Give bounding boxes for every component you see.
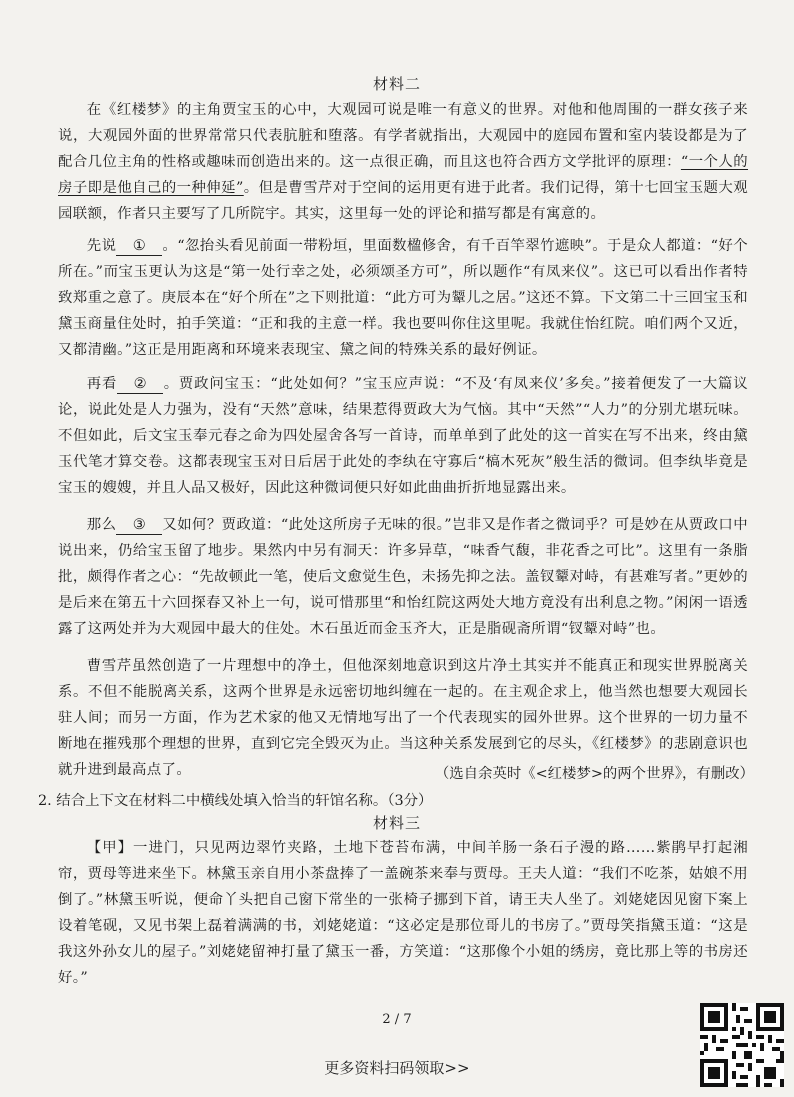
material2-title: 材料二: [372, 75, 421, 93]
material3-paragraph-1: 【甲】一进门，只见两边翠竹夹路，土地下苍苔布满，中间羊肠一条石子漫的路……紫鹃早打起湘帘，贾母等进来坐下。林黛玉亲自用小茶盘捧了一盖碗茶来奉与贾母。王夫人道：“我们不吃茶，姑娘不用倒了。”林黛玉听说，便命丫头把自己窗下常坐的一张椅子挪到下首，请王夫人坐了。刘姥姥因见窗下案上设着笔砚，又见书架上磊着满满的书，刘姥姥道：“这必定是那位哥儿的书房了。”贾母笑指黛玉道：“这是我这外孙女儿的屋子。”刘姥姥留神打量了黛玉一番，方笑道：“这那像个小姐的绣房，竟比那上等的书房还好。”: [58, 840, 748, 986]
material2-paragraph-1: [58, 97, 748, 227]
material2-paragraph-3: [58, 371, 748, 501]
material2-source: （选自余英时《<红楼梦>的两个世界》，有删改）: [434, 766, 754, 782]
material2-paragraph-2: [58, 233, 748, 363]
blank-2: ②: [117, 375, 163, 394]
material2-paragraph-5: 曹雪芹虽然创造了一片理想中的净土，但他深刻地意识到这片净土其实并不能真正和现实世界脱离关系。不但不能脱离关系，这两个世界是永远密切地纠缠在一起的。在主观企求上，他当然也想要大观园长驻人间；而另一方面，作为艺术家的他又无情地写出了一个代表现实的园外世界。这个世界的一切力量不断地在摧残那个理想的世界，直到它完全毁灭为止。当这种关系发展到它的尽头，《红楼梦》的悲剧意识也就升进到最高点了。: [58, 658, 748, 778]
material3-title: 材料三: [372, 814, 421, 832]
material2-paragraph-4: [58, 512, 748, 642]
text: 再看: [86, 376, 118, 392]
text: 。但是曹雪芹对于空间的运用更有进于此者。我们记得，第十七回宝玉题大观园联额，作者只主要写了几所院宇。其实，这里每一处的评论和描写都是有寓意的。: [58, 180, 748, 222]
text: 。贾政问宝玉：“此处如何？”宝玉应声说：“不及‘有凤来仪’多矣。”接着便发了一大篇议论，说此处是人力强为，没有“天然”意味，结果惹得贾政大为气恼。其中“天然”“人力”的分别尤堪玩味。不但如此，后文宝玉奉元春之命为四处屋舍各写一首诗，而单单到了此处的这一首实在写不出来，终由黛玉代笔才算交卷。这都表现宝玉对日后居于此处的李纨在守寡后“槁木死灰”般生活的微词。但李纨毕竟是宝玉的嫂嫂，并且人品又极好，因此这种微词便只好如此曲曲折折地显露出来。: [58, 376, 748, 496]
text: 。“忽抬头看见前面一带粉垣，里面数楹修舍，有千百竿翠竹遮映”。于是众人都道：“好个所在。”而宝玉更认为这是“第一处行幸之处，必须颂圣方可”，所以题作“有凤来仪”。这已可以看出作者特致郑重之意了。庚辰本在“好个所在”之下则批道：“此方可为颦儿之居。”这还不算。下文第二十三回宝玉和黛玉商量住处时，拍手笑道：“正和我的主意一样。我也要叫你住这里呢。我就住怡红院。咱们两个又近，又都清幽。”这正是用距离和环境来表现宝、黛之间的特殊关系的最好例证。: [58, 238, 748, 358]
underlined-quote: “一个人的房子即是他自己的一种伸延”: [58, 154, 749, 196]
blank-3: ③: [116, 516, 162, 535]
blank-1: ①: [116, 237, 162, 256]
footer-scan-prompt[interactable]: 更多资料扫码领取>>: [324, 1059, 470, 1077]
question-2: 2. 结合上下文在材料二中横线处填入恰当的轩馆名称。（3分）: [38, 793, 433, 809]
text: 那么: [86, 517, 117, 533]
text: 先说: [86, 238, 117, 254]
text: 在《红楼梦》的主角贾宝玉的心中，大观园可说是唯一有意义的世界。对他和他周围的一群女孩子来说，大观园外面的世界常常只代表肮脏和堕落。有学者就指出，大观园中的庭园布置和室内装设都是为了配合几位主角的性格或趣味而创造出来的。这一点很正确，而且这也符合西方文学批评的原理：: [58, 102, 748, 170]
page-number: 2 / 7: [382, 1012, 412, 1027]
qr-code-icon[interactable]: [700, 1003, 784, 1087]
text: 又如何？贾政道：“此处这所房子无味的很。”岂非又是作者之微词乎？可是妙在从贾政口中说出来，仍给宝玉留了地步。果然内中另有洞天：许多异草，“味香气馥，非花香之可比”。这里有一条脂批，颇得作者之心：“先故顿此一笔，使后文愈觉生色，未扬先抑之法。盖钗颦对峙，有甚难写者。”更妙的是后来在第五十六回探春又补上一句，说可惜那里“和怡红院这两处大地方竟没有出利息之物。”闲闲一语透露了这两处并为大观园中最大的住处。木石虽近而金玉齐大，正是脂砚斋所谓“钗颦对峙”也。: [58, 517, 748, 637]
